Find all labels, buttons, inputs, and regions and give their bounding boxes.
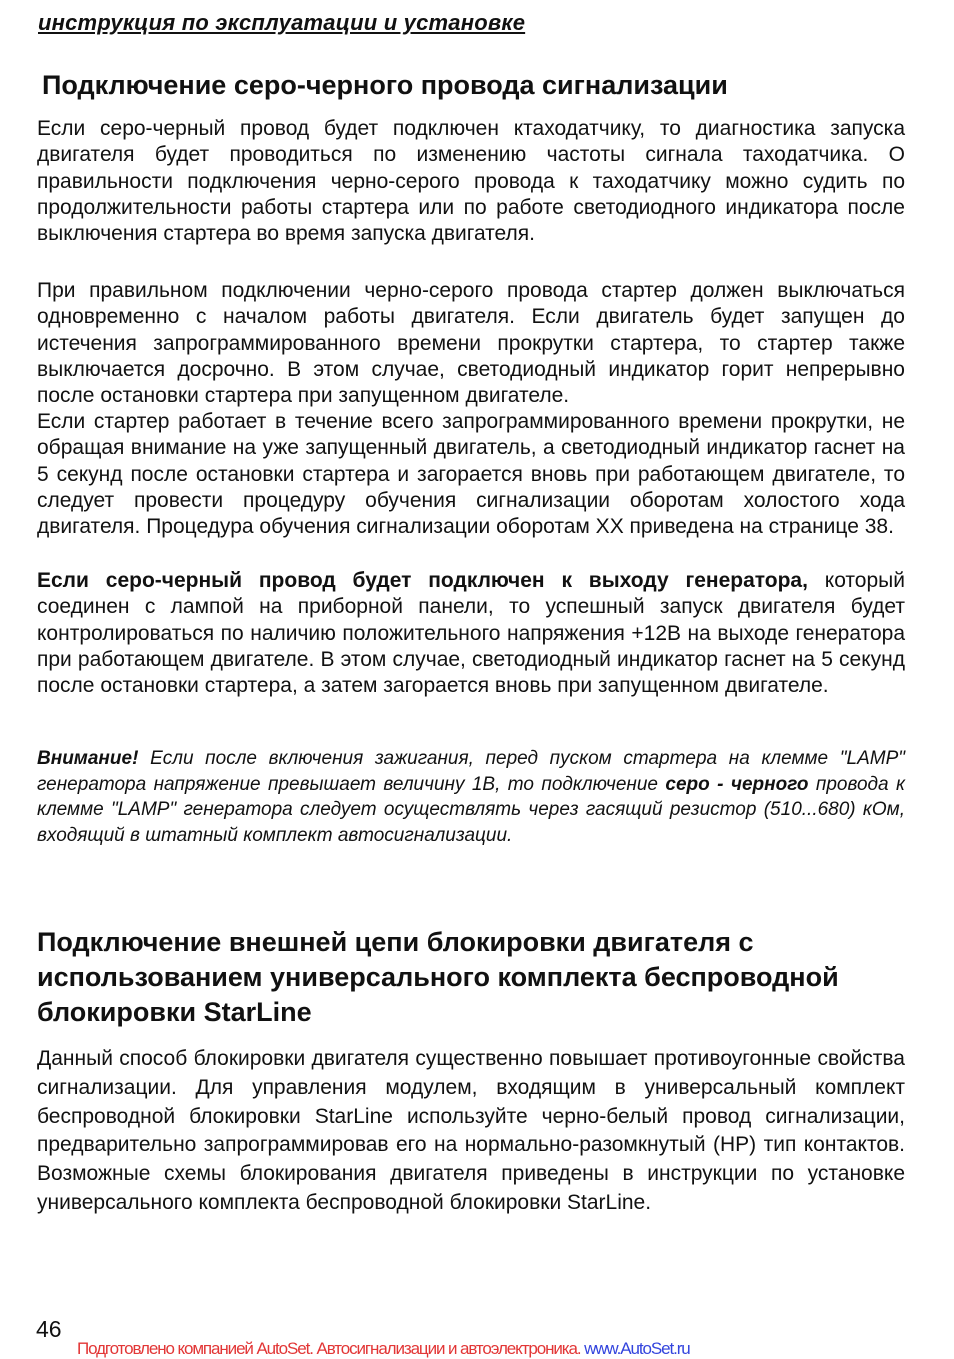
footer-link[interactable]: www.AutoSet.ru [584, 1339, 690, 1358]
attention-note [37, 746, 905, 848]
footer-credit [77, 1339, 690, 1359]
page-number: 46 [36, 1316, 62, 1342]
section1-paragraph-3: Если стартер работает в течение всего запрограммированного времени прокрутки, не обращая внимание на уже запущенный двигатель, а светодиодный индикатор гаснет на 5 секунд после остановки стартера и загорается вновь при работающем двигателе, то следует провести процедуру обучения сигнализации оборотам холостого хода двигателя. Процедура обучения сигнализации оборотам ХХ приведена на странице 38. [37, 410, 905, 539]
section2-heading: Подключение внешней цепи блокировки двигателя с использованием универсального комплекта беспроводной блокировки StarLine [37, 927, 839, 1027]
section1-heading: Подключение серо-черного провода сигнализации [42, 70, 728, 100]
section1-paragraph-2: При правильном подключении черно-серого провода стартер должен выключаться одновременно с началом работы двигателя. Если двигатель будет запущен до истечения запрограммированного времени прокрутки стартера, то стартер также выключается досрочно. В этом случае, светодиодный индикатор горит непрерывно после остановки стартера при запущенном двигателе. [37, 279, 905, 408]
attention-label: Внимание! [37, 748, 139, 769]
section2-paragraph-1: Данный способ блокировки двигателя существенно повышает противоугонные свойства сигнализации. Для управления модулем, входящим в универсальный комплект беспроводной блокировки StarLine используйте черно-белый провод сигнализации, предварительно запрограммировав его на нормально-разомкнутый (НР) тип контактов. Возможные схемы блокирования двигателя приведены в инструкции по установке универсального комплекта беспроводной блокировки StarLine. [37, 1047, 905, 1214]
section1-paragraph-4 [37, 568, 905, 699]
paragraph-4-lead: Если серо-черный провод будет подключен к выходу генератора, [37, 569, 808, 592]
attention-text-2: провода к клемме "LAMP" генератора следует осуществлять через гасящий резистор (510...680) кОм, входящий в штатный комплект автосигнализации. [37, 773, 905, 846]
attention-text-1: Если после включения зажигания, перед пуском стартера на клемме "LAMP" генератора напряжение превышает величину 1В, то подключение [37, 748, 905, 795]
paragraph-4-rest: который соединен с лампой на приборной панели, то успешный запуск двигателя будет контролироваться по наличию положительного напряжения +12В на выходе генератора при работающем двигателе. В этом случае, светодиодный индикатор гаснет на 5 секунд после остановки стартера, а затем загорается вновь при запущенном двигателе. [37, 569, 905, 698]
document-header: инструкция по эксплуатации и установке [38, 10, 526, 35]
attention-bold-text: серо - черного [665, 773, 809, 795]
section1-paragraph-1: Если серо-черный провод будет подключен ктаходатчику, то диагностика запуска двигателя будет проводиться по изменению частоты сигнала таходатчика. О правильности подключения черно-серого провода к таходатчику можно судить по продолжительности работы стартера или по работе светодиодного индикатора после выключения стартера во время запуска двигателя. [37, 117, 905, 246]
footer-text: Подготовлено компанией AutoSet. Автосигнализации и автоэлектроника. [77, 1339, 585, 1358]
